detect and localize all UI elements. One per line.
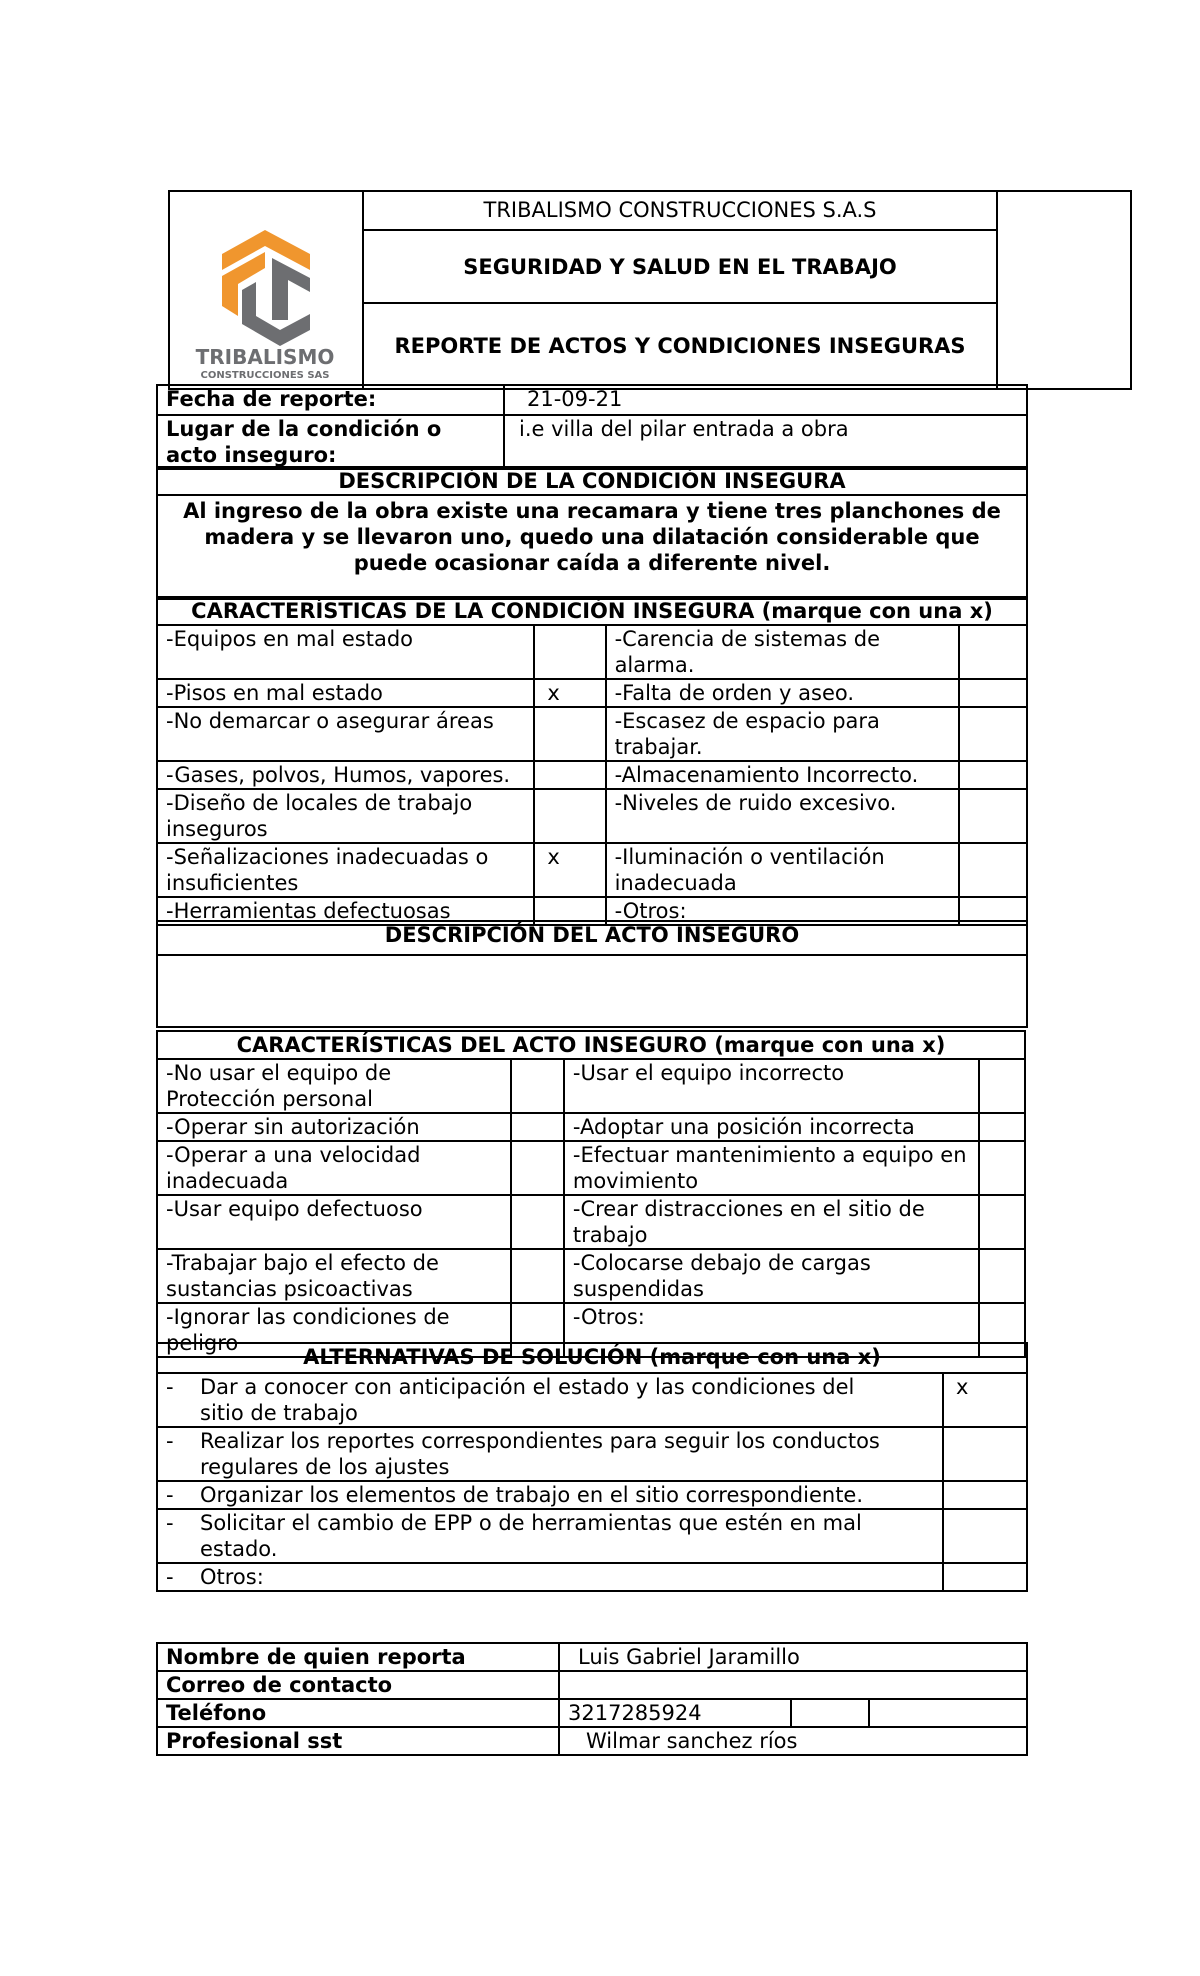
solution-bullet: - [166, 1511, 174, 1535]
checklist-line: -Herramientas defectuosas [166, 899, 451, 923]
checklist-left-item [157, 761, 534, 789]
checklist-row [157, 843, 1027, 897]
reporter-email-label: Correo de contacto [157, 1671, 559, 1699]
checklist-left-item [157, 1249, 511, 1303]
checklist-line: peligro [166, 1331, 239, 1355]
solution-line: estado. [200, 1537, 278, 1561]
checklist-right-item [564, 1195, 979, 1249]
condition-description-line: madera y se llevaron uno, quedo una dilatación considerable que [204, 525, 980, 549]
solution-checkbox[interactable] [943, 1563, 1027, 1591]
solution-checkbox[interactable] [943, 1509, 1027, 1563]
checklist-line: -Escasez de espacio para [614, 709, 880, 733]
checklist-right-checkbox[interactable] [979, 1113, 1025, 1141]
solution-row [157, 1563, 1027, 1591]
solution-row [157, 1373, 1027, 1427]
reporter-name-value: Luis Gabriel Jaramillo [559, 1643, 1027, 1671]
checklist-right-checkbox[interactable] [979, 1059, 1025, 1113]
solution-text [157, 1563, 943, 1591]
checklist-left-checkbox[interactable] [511, 1059, 564, 1113]
checklist-line: -Señalizaciones inadecuadas o [166, 845, 489, 869]
condition-description-line: puede ocasionar caída a diferente nivel. [353, 551, 831, 575]
solution-text [157, 1481, 943, 1509]
checklist-left-checkbox[interactable] [534, 707, 605, 761]
reporter-professional-value: Wilmar sanchez ríos [559, 1727, 1027, 1755]
date-value: 21-09-21 [504, 385, 1027, 415]
place-value: i.e villa del pilar entrada a obra [504, 415, 1027, 469]
checklist-right-item [606, 625, 959, 679]
header-table [168, 190, 1132, 390]
checklist-left-checkbox[interactable] [534, 789, 605, 843]
solution-text [157, 1509, 943, 1563]
checklist-left-item [157, 843, 534, 897]
checklist-left-checkbox[interactable] [534, 761, 605, 789]
checklist-line: -Carencia de sistemas de [614, 627, 880, 651]
logo-name: TRIBALISMO [195, 345, 335, 369]
checklist-right-item [606, 843, 959, 897]
checklist-line: -Operar a una velocidad [166, 1143, 421, 1167]
reporter-name-label: Nombre de quien reporta [157, 1643, 559, 1671]
checklist-line: trabajo [572, 1223, 648, 1247]
solution-line: Dar a conocer con anticipación el estado y las condiciones del [200, 1375, 855, 1399]
place-label-line-1: Lugar de la condición o [166, 417, 442, 441]
checklist-line: -Ignorar las condiciones de [166, 1305, 450, 1329]
condition-description-text [157, 495, 1027, 599]
solution-row [157, 1509, 1027, 1563]
checklist-row [157, 1249, 1025, 1303]
checklist-line: -Pisos en mal estado [166, 681, 383, 705]
checklist-line: -Iluminación o ventilación [614, 845, 885, 869]
solutions-table [156, 1342, 1028, 1592]
checklist-right-item [606, 679, 959, 707]
checklist-right-checkbox[interactable] [959, 625, 1027, 679]
solution-checkbox[interactable] [943, 1427, 1027, 1481]
checklist-right-checkbox[interactable] [979, 1195, 1025, 1249]
reporter-professional-label: Profesional sst [157, 1727, 559, 1755]
checklist-line: inadecuada [614, 871, 737, 895]
checklist-left-item [157, 1059, 511, 1113]
solution-line: Solicitar el cambio de EPP o de herramientas que estén en mal [200, 1511, 862, 1535]
info-table [156, 384, 1028, 470]
condition-characteristics-table [156, 596, 1028, 926]
solution-bullet: - [166, 1565, 174, 1589]
area-title: SEGURIDAD Y SALUD EN EL TRABAJO [363, 230, 997, 303]
act-description-title: DESCRIPCIÓN DEL ACTO INSEGURO [157, 921, 1027, 955]
checklist-left-item [157, 1195, 511, 1249]
checklist-left-checkbox[interactable]: x [534, 843, 605, 897]
solution-row [157, 1427, 1027, 1481]
solution-text [157, 1373, 943, 1427]
checklist-line: inadecuada [166, 1169, 289, 1193]
reporter-phone-value: 3217285924 [559, 1699, 791, 1727]
checklist-line: -Usar el equipo incorrecto [572, 1061, 845, 1085]
solution-checkbox[interactable] [943, 1481, 1027, 1509]
checklist-row [157, 625, 1027, 679]
checklist-row [157, 1113, 1025, 1141]
checklist-line: -Operar sin autorización [166, 1115, 420, 1139]
solution-bullet: - [166, 1375, 174, 1399]
checklist-row [157, 761, 1027, 789]
checklist-left-checkbox[interactable]: x [534, 679, 605, 707]
checklist-right-checkbox[interactable] [959, 707, 1027, 761]
logo-cell [169, 191, 363, 389]
checklist-left-checkbox[interactable] [511, 1141, 564, 1195]
checklist-right-checkbox[interactable] [959, 679, 1027, 707]
checklist-line: -Efectuar mantenimiento a equipo en [572, 1143, 967, 1167]
checklist-line: sustancias psicoactivas [166, 1277, 413, 1301]
place-label [157, 415, 504, 469]
condition-description-table [156, 466, 1028, 600]
company-name: TRIBALISMO CONSTRUCCIONES S.A.S [363, 191, 997, 230]
checklist-left-item [157, 1113, 511, 1141]
checklist-right-item [606, 761, 959, 789]
checklist-line: trabajar. [614, 735, 703, 759]
checklist-left-item [157, 1141, 511, 1195]
reporter-phone-extra-cell [869, 1699, 1027, 1727]
reporter-phone-label: Teléfono [157, 1699, 559, 1727]
checklist-right-item [606, 789, 959, 843]
solution-bullet: - [166, 1429, 174, 1453]
checklist-left-checkbox[interactable] [511, 1195, 564, 1249]
place-label-line-2: acto inseguro: [166, 443, 337, 467]
tribalismo-logo [170, 192, 360, 382]
solution-checkbox[interactable]: x [943, 1373, 1027, 1427]
condition-characteristics-title: CARACTERÍSTICAS DE LA CONDICIÓN INSEGURA (marque con una x) [157, 597, 1027, 625]
solutions-title: ALTERNATIVAS DE SOLUCIÓN (marque con una x) [157, 1343, 1027, 1373]
checklist-line: -Adoptar una posición incorrecta [572, 1115, 915, 1139]
checklist-right-checkbox[interactable] [959, 761, 1027, 789]
checklist-left-checkbox[interactable] [534, 625, 605, 679]
checklist-right-item [564, 1059, 979, 1113]
checklist-left-item [157, 707, 534, 761]
checklist-row [157, 1059, 1025, 1113]
checklist-right-checkbox[interactable] [979, 1141, 1025, 1195]
checklist-line: -No demarcar o asegurar áreas [166, 709, 494, 733]
act-characteristics-title: CARACTERÍSTICAS DEL ACTO INSEGURO (marque con una x) [157, 1031, 1025, 1059]
solution-line: sitio de trabajo [200, 1401, 358, 1425]
checklist-right-item [564, 1113, 979, 1141]
checklist-line: alarma. [614, 653, 695, 677]
date-label: Fecha de reporte: [157, 385, 504, 415]
checklist-line: -Crear distracciones en el sitio de [572, 1197, 925, 1221]
condition-description-line: Al ingreso de la obra existe una recamara y tiene tres planchones de [183, 499, 1001, 523]
logo-subtitle: CONSTRUCCIONES SAS [200, 370, 330, 381]
solution-bullet: - [166, 1483, 174, 1507]
checklist-row [157, 1141, 1025, 1195]
solution-line: Realizar los reportes correspondientes para seguir los conductos [200, 1429, 880, 1453]
checklist-left-checkbox[interactable] [511, 1249, 564, 1303]
checklist-line: -Trabajar bajo el efecto de [166, 1251, 439, 1275]
checklist-line: -Colocarse debajo de cargas [572, 1251, 871, 1275]
checklist-line: inseguros [166, 817, 268, 841]
checklist-line: insuficientes [166, 871, 299, 895]
checklist-right-item [606, 707, 959, 761]
solution-line: regulares de los ajustes [200, 1455, 450, 1479]
reporter-table [156, 1642, 1028, 1756]
solution-text [157, 1427, 943, 1481]
act-description-text[interactable] [157, 955, 1027, 1027]
checklist-line: -Falta de orden y aseo. [614, 681, 855, 705]
act-description-table [156, 920, 1028, 1028]
checklist-line: -Otros: [614, 899, 687, 923]
checklist-row [157, 679, 1027, 707]
checklist-line: -Niveles de ruido excesivo. [614, 791, 897, 815]
checklist-line: -No usar el equipo de [166, 1061, 392, 1085]
checklist-left-item [157, 789, 534, 843]
checklist-right-item [564, 1141, 979, 1195]
solution-row [157, 1481, 1027, 1509]
checklist-left-item [157, 679, 534, 707]
checklist-line: -Gases, polvos, Humos, vapores. [166, 763, 511, 787]
checklist-row [157, 789, 1027, 843]
solution-line: Otros: [200, 1565, 264, 1589]
checklist-line: -Diseño de locales de trabajo [166, 791, 473, 815]
checklist-line: -Equipos en mal estado [166, 627, 413, 651]
act-characteristics-table [156, 1030, 1026, 1358]
checklist-line: -Otros: [572, 1305, 645, 1329]
report-title: REPORTE DE ACTOS Y CONDICIONES INSEGURAS [363, 303, 997, 389]
checklist-right-checkbox[interactable] [959, 843, 1027, 897]
checklist-right-checkbox[interactable] [979, 1249, 1025, 1303]
reporter-phone-extra-cell [791, 1699, 869, 1727]
reporter-email-value [559, 1671, 1027, 1699]
checklist-row [157, 707, 1027, 761]
condition-description-title: DESCRIPCIÓN DE LA CONDICIÓN INSEGURA [157, 467, 1027, 495]
checklist-right-checkbox[interactable] [959, 789, 1027, 843]
checklist-line: suspendidas [572, 1277, 704, 1301]
solution-line: Organizar los elementos de trabajo en el sitio correspondiente. [200, 1483, 864, 1507]
checklist-line: Protección personal [166, 1087, 373, 1111]
checklist-right-item [564, 1249, 979, 1303]
header-blank-cell [997, 191, 1131, 389]
checklist-row [157, 1195, 1025, 1249]
checklist-line: -Almacenamiento Incorrecto. [614, 763, 919, 787]
checklist-left-item [157, 625, 534, 679]
checklist-line: movimiento [572, 1169, 699, 1193]
checklist-left-checkbox[interactable] [511, 1113, 564, 1141]
checklist-line: -Usar equipo defectuoso [166, 1197, 423, 1221]
